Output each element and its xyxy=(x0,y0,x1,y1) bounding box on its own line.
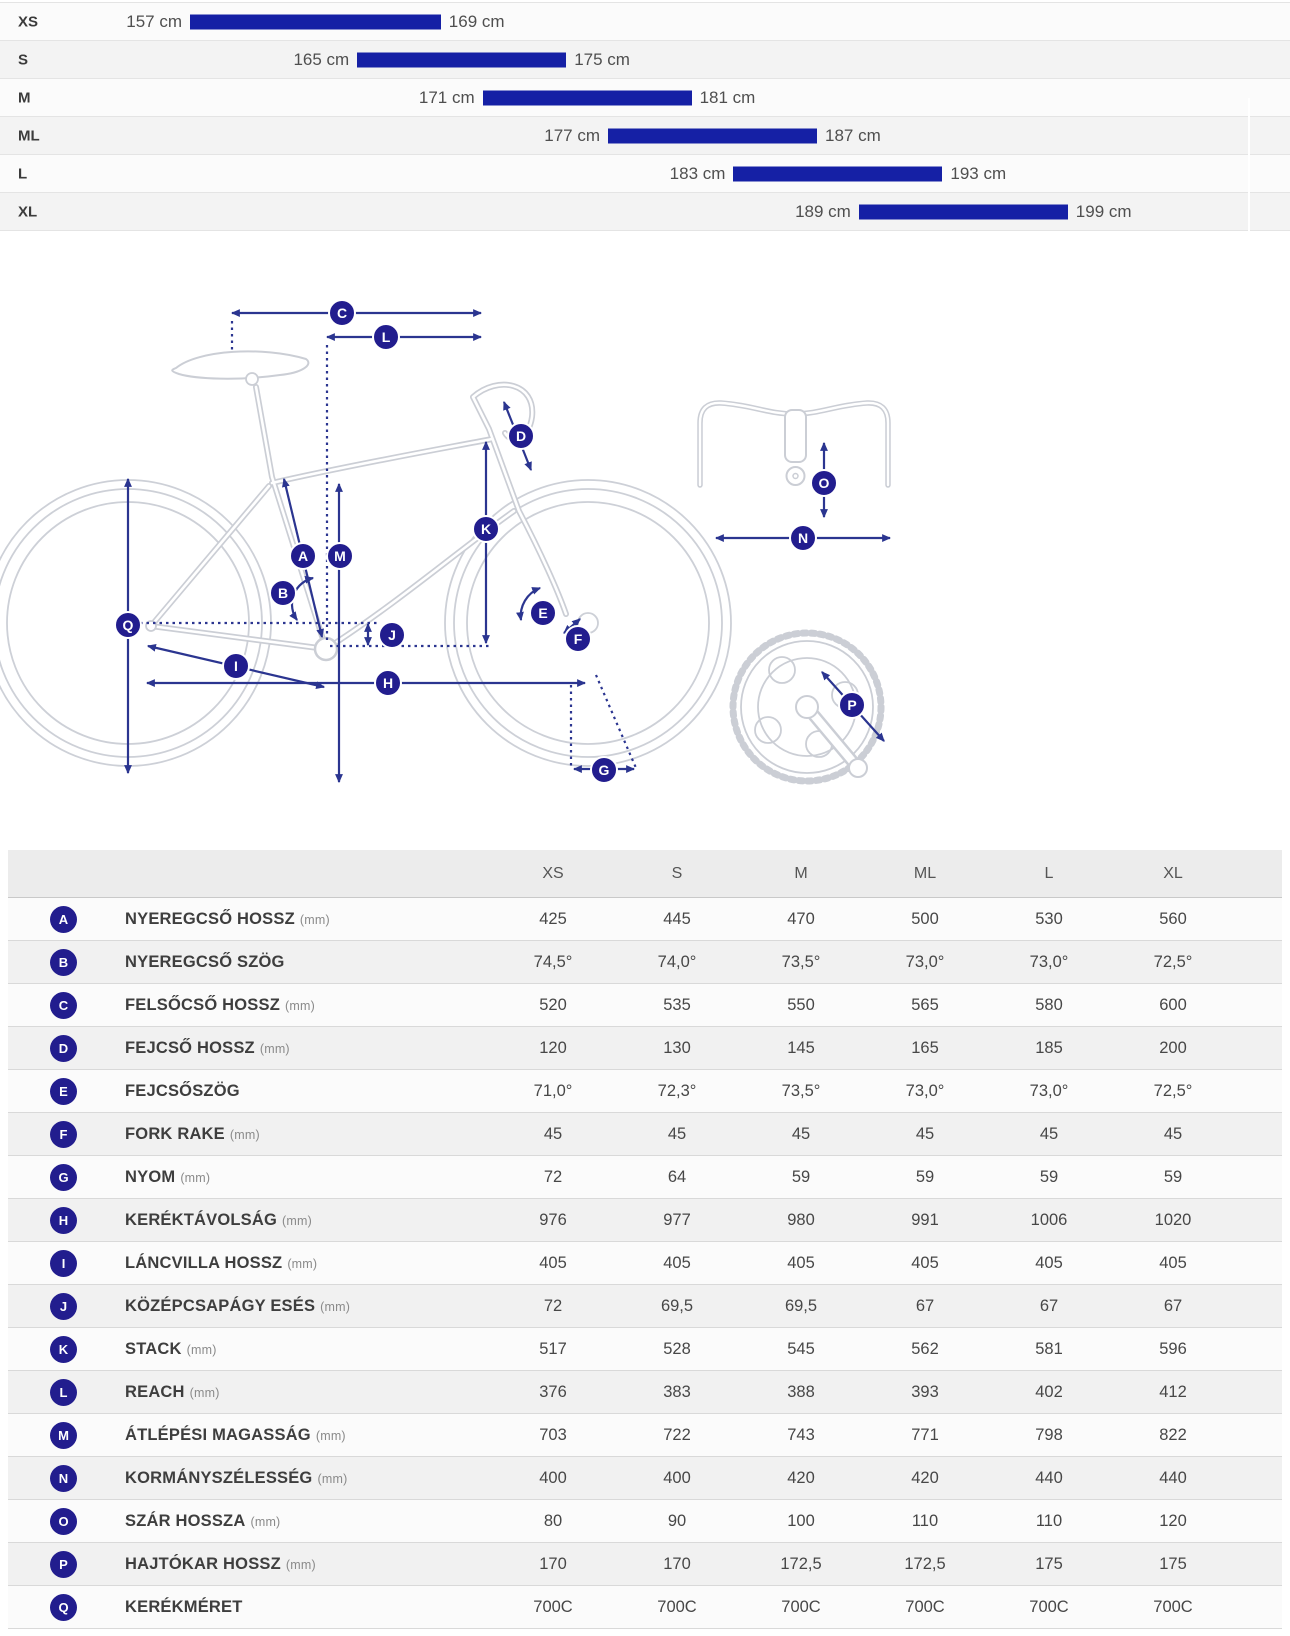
bottom-bracket xyxy=(315,638,337,660)
row-letter-badge: I xyxy=(50,1250,77,1277)
table-row-a xyxy=(8,898,1282,941)
geometry-value-h-ml: 991 xyxy=(911,1210,939,1229)
fit-min-label: 157 cm xyxy=(126,11,182,31)
geometry-value-d-s: 130 xyxy=(663,1038,691,1057)
svg-text:B: B xyxy=(277,585,289,601)
geometry-value-a-m: 470 xyxy=(787,909,815,928)
diagram-label-m xyxy=(327,543,353,569)
geometry-value-b-ml: 73,0° xyxy=(905,952,945,971)
table-header-row xyxy=(8,850,1282,898)
row-letter-badge: P xyxy=(50,1551,77,1578)
row-unit: (mm) xyxy=(180,1170,211,1185)
geometry-value-g-xs: 72 xyxy=(543,1167,563,1186)
row-letter-badge: C xyxy=(50,992,77,1019)
geometry-value-g-m: 59 xyxy=(791,1167,811,1186)
geometry-value-o-l: 110 xyxy=(1035,1511,1063,1530)
svg-text:C: C xyxy=(336,305,348,321)
geometry-value-q-m: 700C xyxy=(781,1597,821,1616)
geometry-value-c-xs: 520 xyxy=(539,995,567,1014)
row-header xyxy=(8,1594,491,1621)
fit-row-m xyxy=(0,79,1290,117)
column-header-xl: XL xyxy=(1163,864,1183,882)
geometry-value-k-m: 545 xyxy=(787,1339,815,1358)
geometry-value-i-l: 405 xyxy=(1035,1253,1063,1272)
row-unit: (mm) xyxy=(320,1299,351,1314)
geometry-value-c-l: 580 xyxy=(1035,995,1063,1014)
geometry-value-f-m: 45 xyxy=(791,1124,811,1143)
row-letter-badge: K xyxy=(50,1336,77,1363)
geometry-value-a-xs: 425 xyxy=(539,909,567,928)
fit-range-bar xyxy=(859,204,1068,219)
geometry-value-l-l: 402 xyxy=(1035,1382,1063,1401)
geometry-value-j-xs: 72 xyxy=(543,1296,563,1315)
bike-side-view xyxy=(0,351,888,781)
diagram-label-e xyxy=(530,600,556,626)
geometry-value-p-xl: 175 xyxy=(1159,1554,1187,1573)
fit-max-label: 199 cm xyxy=(1075,201,1132,221)
diagram-label-a xyxy=(290,543,316,569)
row-label: HAJTÓKAR HOSSZ (mm) xyxy=(125,1554,316,1573)
row-label: KORMÁNYSZÉLESSÉG (mm) xyxy=(125,1468,348,1487)
geometry-value-h-m: 980 xyxy=(787,1210,815,1229)
geometry-value-b-xs: 74,5° xyxy=(533,952,573,971)
row-label: KERÉKMÉRET xyxy=(125,1597,243,1616)
fit-min-label: 171 cm xyxy=(418,87,475,107)
diagram-label-j xyxy=(379,622,405,648)
row-label: SZÁR HOSSZA (mm) xyxy=(125,1511,281,1530)
row-unit: (mm) xyxy=(282,1213,312,1228)
geometry-value-m-m: 743 xyxy=(787,1425,815,1444)
geometry-value-l-xs: 376 xyxy=(539,1382,567,1401)
row-header xyxy=(8,1164,491,1191)
row-unit: (mm) xyxy=(259,1041,290,1056)
fit-range-bar xyxy=(357,52,566,67)
fit-size-label: XS xyxy=(18,13,39,30)
diagram-label-k xyxy=(473,516,499,542)
geometry-value-d-ml: 165 xyxy=(911,1038,939,1057)
geometry-value-g-xl: 59 xyxy=(1163,1167,1183,1186)
svg-text:Q: Q xyxy=(122,617,134,633)
row-letter-badge: B xyxy=(50,949,77,976)
fit-range-bar xyxy=(190,14,441,29)
geometry-table xyxy=(8,850,1282,1629)
row-header xyxy=(8,1336,491,1363)
row-label: KERÉKTÁVOLSÁG (mm) xyxy=(125,1210,312,1229)
diagram-label-p xyxy=(839,692,865,718)
row-label: STACK (mm) xyxy=(125,1339,217,1358)
row-unit: (mm) xyxy=(317,1471,348,1486)
geometry-value-p-l: 175 xyxy=(1035,1554,1063,1573)
table-row-b xyxy=(8,941,1282,984)
geometry-value-i-xs: 405 xyxy=(539,1253,567,1272)
geometry-value-i-s: 405 xyxy=(663,1253,691,1272)
row-header xyxy=(8,1422,491,1449)
geometry-value-q-l: 700C xyxy=(1029,1597,1069,1616)
geometry-value-m-xl: 822 xyxy=(1159,1425,1187,1444)
geometry-value-f-ml: 45 xyxy=(915,1124,935,1143)
row-unit: (mm) xyxy=(250,1514,281,1529)
table-row-g xyxy=(8,1156,1282,1199)
geometry-value-n-m: 420 xyxy=(787,1468,815,1487)
geometry-value-c-ml: 565 xyxy=(911,995,939,1014)
geometry-value-k-s: 528 xyxy=(663,1339,691,1358)
geometry-value-m-ml: 771 xyxy=(911,1425,939,1444)
diagram-label-b xyxy=(270,580,296,606)
geometry-value-b-m: 73,5° xyxy=(781,952,821,971)
geometry-value-p-m: 172,5 xyxy=(780,1554,822,1573)
svg-text:A: A xyxy=(297,548,309,564)
row-header xyxy=(8,1207,491,1234)
fit-max-label: 169 cm xyxy=(448,11,505,31)
table-row-f xyxy=(8,1113,1282,1156)
fit-range-bar xyxy=(608,128,817,143)
svg-text:P: P xyxy=(847,697,857,713)
geometry-value-q-xl: 700C xyxy=(1153,1597,1193,1616)
fit-row-xl xyxy=(0,193,1290,231)
row-label: FORK RAKE (mm) xyxy=(125,1124,260,1143)
geometry-value-p-ml: 172,5 xyxy=(904,1554,946,1573)
row-unit: (mm) xyxy=(315,1428,346,1443)
diagram-label-d xyxy=(508,423,534,449)
geometry-value-l-m: 388 xyxy=(787,1382,815,1401)
geometry-value-o-xl: 120 xyxy=(1159,1511,1187,1530)
fit-max-label: 175 cm xyxy=(574,49,630,69)
svg-text:N: N xyxy=(797,530,809,546)
fit-max-label: 193 cm xyxy=(950,163,1007,183)
fit-range-bar xyxy=(483,90,692,105)
svg-text:G: G xyxy=(598,762,610,778)
geometry-value-h-xs: 976 xyxy=(539,1210,567,1229)
table-row-n xyxy=(8,1457,1282,1500)
geometry-value-i-m: 405 xyxy=(787,1253,815,1272)
geometry-value-q-s: 700C xyxy=(657,1597,697,1616)
row-letter-badge: A xyxy=(50,906,77,933)
fit-size-label: L xyxy=(18,165,28,182)
row-letter-badge: J xyxy=(50,1293,77,1320)
geometry-value-b-l: 73,0° xyxy=(1029,952,1069,971)
row-header xyxy=(8,1078,491,1105)
row-letter-badge: Q xyxy=(50,1594,77,1621)
row-unit: (mm) xyxy=(186,1342,217,1357)
diagram-label-g xyxy=(591,757,617,783)
svg-text:D: D xyxy=(515,428,527,444)
geometry-value-o-ml: 110 xyxy=(911,1511,939,1530)
diagram-label-n xyxy=(790,525,816,551)
geometry-value-e-xl: 72,5° xyxy=(1153,1081,1193,1100)
fit-row-l xyxy=(0,155,1290,193)
row-letter-badge: O xyxy=(50,1508,77,1535)
bike-geometry-page xyxy=(0,2,1290,1636)
geometry-value-k-xs: 517 xyxy=(539,1339,567,1358)
row-label: FEJCSŐ HOSSZ (mm) xyxy=(125,1038,290,1057)
svg-text:L: L xyxy=(381,329,391,345)
fit-size-label: ML xyxy=(18,127,40,144)
row-label: NYEREGCSŐ HOSSZ (mm) xyxy=(125,909,330,928)
geometry-value-a-s: 445 xyxy=(663,909,691,928)
row-header xyxy=(8,1121,491,1148)
chart-scroll-notch xyxy=(1248,98,1250,231)
table-row-e xyxy=(8,1070,1282,1113)
geometry-value-a-xl: 560 xyxy=(1159,909,1187,928)
geometry-value-c-s: 535 xyxy=(663,995,691,1014)
geometry-value-j-s: 69,5 xyxy=(660,1296,694,1315)
geometry-value-n-xl: 440 xyxy=(1159,1468,1187,1487)
row-header xyxy=(8,1465,491,1492)
geometry-value-m-xs: 703 xyxy=(539,1425,567,1444)
geometry-value-q-ml: 700C xyxy=(905,1597,945,1616)
geometry-value-j-ml: 67 xyxy=(915,1296,935,1315)
row-letter-badge: E xyxy=(50,1078,77,1105)
geometry-value-c-m: 550 xyxy=(787,995,815,1014)
geometry-value-e-l: 73,0° xyxy=(1029,1081,1069,1100)
geometry-value-e-xs: 71,0° xyxy=(533,1081,573,1100)
column-header-s: S xyxy=(671,864,683,882)
table-row-l xyxy=(8,1371,1282,1414)
geometry-value-b-xl: 72,5° xyxy=(1153,952,1193,971)
column-header-l: L xyxy=(1044,864,1054,882)
geometry-value-f-xl: 45 xyxy=(1163,1124,1183,1143)
diagram-label-f xyxy=(565,626,591,652)
geometry-value-m-l: 798 xyxy=(1035,1425,1063,1444)
row-header xyxy=(8,906,491,933)
row-header xyxy=(8,1379,491,1406)
geometry-value-e-m: 73,5° xyxy=(781,1081,821,1100)
saddle-clamp xyxy=(246,373,258,385)
row-header xyxy=(8,1035,491,1062)
column-header-ml: ML xyxy=(913,864,937,882)
table-row-q xyxy=(8,1586,1282,1629)
fit-min-label: 183 cm xyxy=(669,163,726,183)
row-label: KÖZÉPCSAPÁGY ESÉS (mm) xyxy=(125,1296,351,1315)
geometry-value-g-ml: 59 xyxy=(915,1167,935,1186)
table-row-h xyxy=(8,1199,1282,1242)
column-header-m: M xyxy=(794,864,808,882)
geometry-value-j-l: 67 xyxy=(1039,1296,1059,1315)
row-letter-badge: F xyxy=(50,1121,77,1148)
table-row-o xyxy=(8,1500,1282,1543)
geometry-value-p-s: 170 xyxy=(663,1554,691,1573)
fit-row-xs xyxy=(0,3,1290,41)
fit-size-label: S xyxy=(18,51,29,68)
fit-max-label: 181 cm xyxy=(699,87,756,107)
svg-text:I: I xyxy=(234,658,238,674)
geometry-value-i-ml: 405 xyxy=(911,1253,939,1272)
svg-text:H: H xyxy=(382,675,394,691)
table-row-m xyxy=(8,1414,1282,1457)
geometry-value-o-m: 100 xyxy=(787,1511,815,1530)
geometry-value-q-xs: 700C xyxy=(533,1597,573,1616)
row-header xyxy=(8,949,491,976)
geometry-value-n-l: 440 xyxy=(1035,1468,1063,1487)
geometry-value-a-ml: 500 xyxy=(911,909,939,928)
geometry-value-f-l: 45 xyxy=(1039,1124,1059,1143)
geometry-value-k-l: 581 xyxy=(1035,1339,1063,1358)
geometry-value-h-s: 977 xyxy=(663,1210,691,1229)
geometry-value-d-m: 145 xyxy=(787,1038,815,1057)
row-header xyxy=(8,1508,491,1535)
geometry-value-e-ml: 73,0° xyxy=(905,1081,945,1100)
fit-row-s xyxy=(0,41,1290,79)
geometry-value-o-xs: 80 xyxy=(543,1511,563,1530)
geometry-value-n-xs: 400 xyxy=(539,1468,567,1487)
geometry-value-g-s: 64 xyxy=(667,1167,687,1186)
svg-text:E: E xyxy=(538,605,548,621)
fit-min-label: 165 cm xyxy=(293,49,350,69)
svg-text:J: J xyxy=(388,627,396,643)
svg-text:F: F xyxy=(573,631,583,647)
row-unit: (mm) xyxy=(299,912,330,927)
geometry-value-d-l: 185 xyxy=(1035,1038,1063,1057)
stem xyxy=(785,410,806,462)
row-letter-badge: M xyxy=(50,1422,77,1449)
table-row-d xyxy=(8,1027,1282,1070)
diagram-label-c xyxy=(329,300,355,326)
fit-min-label: 177 cm xyxy=(544,125,600,145)
row-label: LÁNCVILLA HOSSZ (mm) xyxy=(125,1253,318,1272)
geometry-value-e-s: 72,3° xyxy=(657,1081,697,1100)
geometry-value-p-xs: 170 xyxy=(539,1554,567,1573)
row-unit: (mm) xyxy=(229,1127,260,1142)
row-label: REACH (mm) xyxy=(125,1382,220,1401)
row-label: FELSŐCSŐ HOSSZ (mm) xyxy=(125,995,315,1014)
diagram-label-h xyxy=(375,670,401,696)
row-letter-badge: H xyxy=(50,1207,77,1234)
geometry-value-g-l: 59 xyxy=(1039,1167,1059,1186)
row-label: FEJCSŐSZÖG xyxy=(125,1081,240,1100)
saddle xyxy=(172,351,308,378)
geometry-value-f-s: 45 xyxy=(667,1124,687,1143)
table-row-c xyxy=(8,984,1282,1027)
geometry-value-n-s: 400 xyxy=(663,1468,691,1487)
row-unit: (mm) xyxy=(287,1256,318,1271)
fit-range-bar xyxy=(733,166,942,181)
fit-max-label: 187 cm xyxy=(825,125,881,145)
handlebar-front-view xyxy=(700,403,888,485)
fit-size-label: M xyxy=(18,89,31,106)
geometry-value-j-xl: 67 xyxy=(1163,1296,1183,1315)
diagram-label-q xyxy=(115,612,141,638)
geometry-value-h-xl: 1020 xyxy=(1154,1210,1192,1229)
rider-height-fit-chart xyxy=(0,2,1290,231)
row-header xyxy=(8,1551,491,1578)
geometry-diagram xyxy=(0,271,1290,791)
geometry-value-c-xl: 600 xyxy=(1159,995,1187,1014)
table-row-p xyxy=(8,1543,1282,1586)
row-label: ÁTLÉPÉSI MAGASSÁG (mm) xyxy=(125,1425,346,1444)
fit-size-label: XL xyxy=(18,203,38,220)
row-label: NYOM (mm) xyxy=(125,1167,211,1186)
row-header xyxy=(8,1250,491,1277)
diagram-label-o xyxy=(811,470,837,496)
table-row-i xyxy=(8,1242,1282,1285)
geometry-value-l-xl: 412 xyxy=(1159,1382,1187,1401)
geometry-value-b-s: 74,0° xyxy=(657,952,697,971)
geometry-value-a-l: 530 xyxy=(1035,909,1063,928)
row-unit: (mm) xyxy=(285,1557,316,1572)
table-row-k xyxy=(8,1328,1282,1371)
row-letter-badge: D xyxy=(50,1035,77,1062)
geometry-value-m-s: 722 xyxy=(663,1425,691,1444)
geometry-value-d-xl: 200 xyxy=(1159,1038,1187,1057)
geometry-value-d-xs: 120 xyxy=(539,1038,567,1057)
geometry-value-o-s: 90 xyxy=(667,1511,687,1530)
row-unit: (mm) xyxy=(189,1385,220,1400)
pedal-eye xyxy=(849,759,867,777)
row-header xyxy=(8,992,491,1019)
geometry-value-l-s: 383 xyxy=(663,1382,691,1401)
row-letter-badge: N xyxy=(50,1465,77,1492)
column-header-xs: XS xyxy=(542,864,564,882)
svg-text:M: M xyxy=(334,548,346,564)
row-unit: (mm) xyxy=(284,998,315,1013)
geometry-value-h-l: 1006 xyxy=(1030,1210,1068,1229)
fit-row-ml xyxy=(0,117,1290,155)
row-letter-badge: L xyxy=(50,1379,77,1406)
diagram-label-l xyxy=(373,324,399,350)
svg-text:O: O xyxy=(818,475,830,491)
geometry-value-l-ml: 393 xyxy=(911,1382,939,1401)
row-header xyxy=(8,1293,491,1320)
geometry-value-i-xl: 405 xyxy=(1159,1253,1187,1272)
geometry-value-k-ml: 562 xyxy=(911,1339,939,1358)
geometry-value-n-ml: 420 xyxy=(911,1468,939,1487)
table-row-j xyxy=(8,1285,1282,1328)
geometry-value-j-m: 69,5 xyxy=(784,1296,818,1315)
diagram-label-i xyxy=(223,653,249,679)
fit-min-label: 189 cm xyxy=(795,201,851,221)
svg-text:K: K xyxy=(480,521,492,537)
geometry-value-f-xs: 45 xyxy=(543,1124,563,1143)
row-label: NYEREGCSŐ SZÖG xyxy=(125,952,285,971)
row-letter-badge: G xyxy=(50,1164,77,1191)
geometry-value-k-xl: 596 xyxy=(1159,1339,1187,1358)
